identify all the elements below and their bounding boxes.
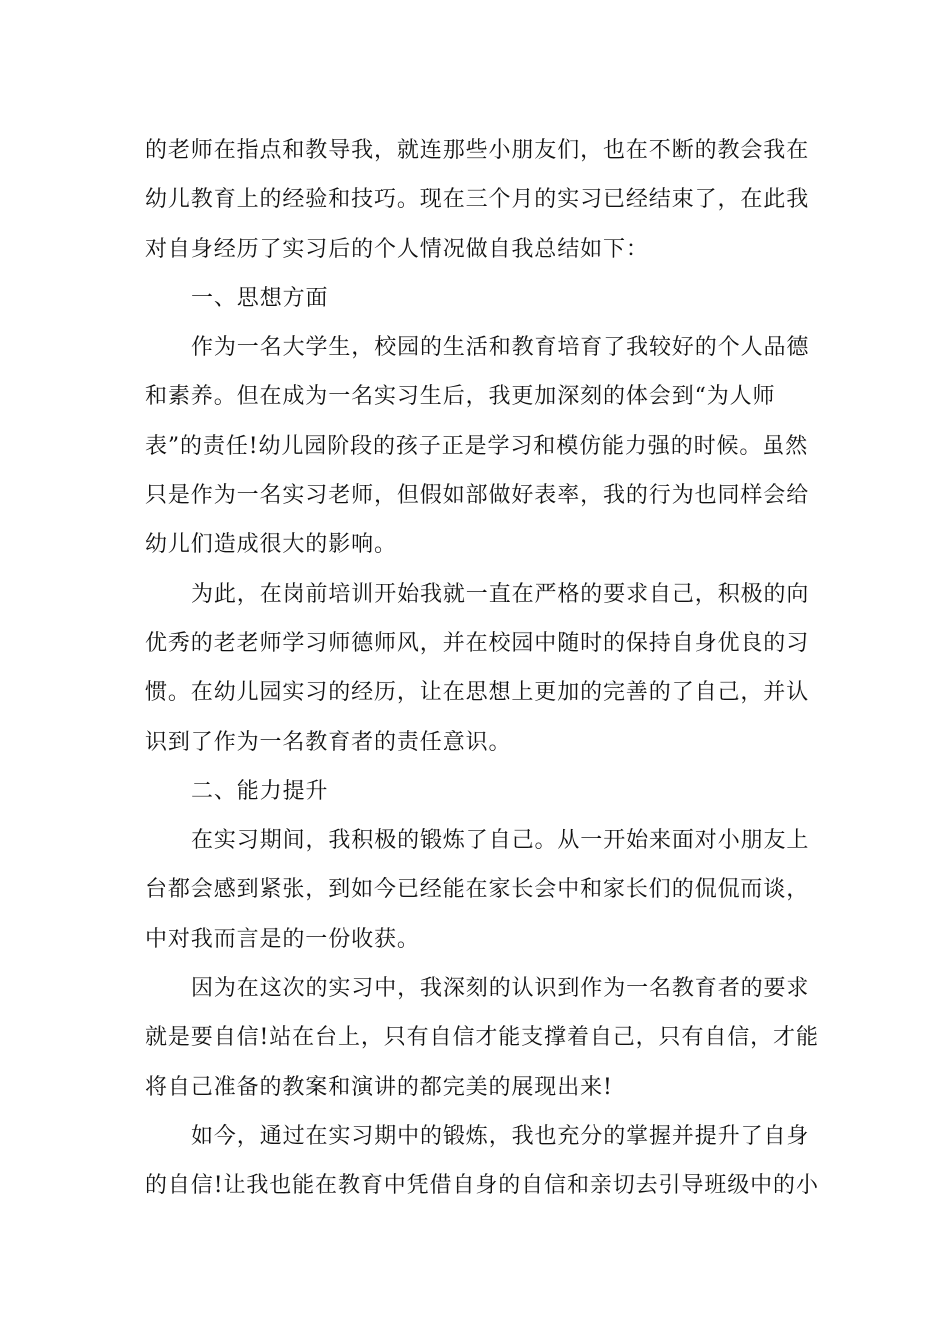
paragraph-start: 因为在这次的实习中，我深刻的认识到作为一名教育者的要求: [191, 976, 810, 1002]
text-line: 识到了作为一名教育者的责任意识。: [145, 729, 512, 755]
text-line: 台都会感到紧张，到如今已经能在家长会中和家长们的侃侃而谈，: [145, 877, 810, 903]
text-line: 优秀的老老师学习师德师风，并在校园中随时的保持自身优良的习: [145, 630, 810, 656]
text-line: 对自身经历了实习后的个人情况做自我总结如下：: [145, 236, 649, 262]
paragraph-start: 在实习期间，我积极的锻炼了自己。从一开始来面对小朋友上: [191, 828, 810, 854]
text-line: 就是要自信!站在台上，只有自信才能支撑着自己，只有自信，才能: [145, 1025, 819, 1051]
text-line: 的自信!让我也能在教育中凭借自身的自信和亲切去引导班级中的小: [145, 1173, 819, 1199]
paragraph-start: 作为一名大学生，校园的生活和教育培育了我较好的个人品德: [191, 335, 810, 361]
text-line: 幼儿教育上的经验和技巧。现在三个月的实习已经结束了，在此我: [145, 187, 810, 213]
text-line: 将自己准备的教案和演讲的都完美的展现出来!: [145, 1074, 613, 1100]
text-line: 和素养。但在成为一名实习生后，我更加深刻的体会到“为人师: [145, 384, 776, 410]
text-line: 的老师在指点和教导我，就连那些小朋友们，也在不断的教会我在: [145, 138, 810, 163]
text-line: 表”的责任!幼儿园阶段的孩子正是学习和模仿能力强的时候。虽然: [145, 433, 809, 459]
text-line: 幼儿们造成很大的影响。: [145, 532, 397, 558]
text-line: 只是作为一名实习老师，但假如部做好表率，我的行为也同样会给: [145, 483, 810, 509]
section-heading-thought: 一、思想方面: [191, 285, 329, 311]
paragraph-start: 如今，通过在实习期中的锻炼，我也充分的掌握并提升了自身: [191, 1123, 810, 1149]
section-heading-ability: 二、能力提升: [191, 778, 329, 804]
text-line: 惯。在幼儿园实习的经历，让在思想上更加的完善的了自己，并认: [145, 680, 810, 706]
text-line: 中对我而言是的一份收获。: [145, 926, 420, 952]
paragraph-start: 为此，在岗前培训开始我就一直在严格的要求自己，积极的向: [191, 581, 810, 607]
document-body: [145, 126, 819, 1211]
